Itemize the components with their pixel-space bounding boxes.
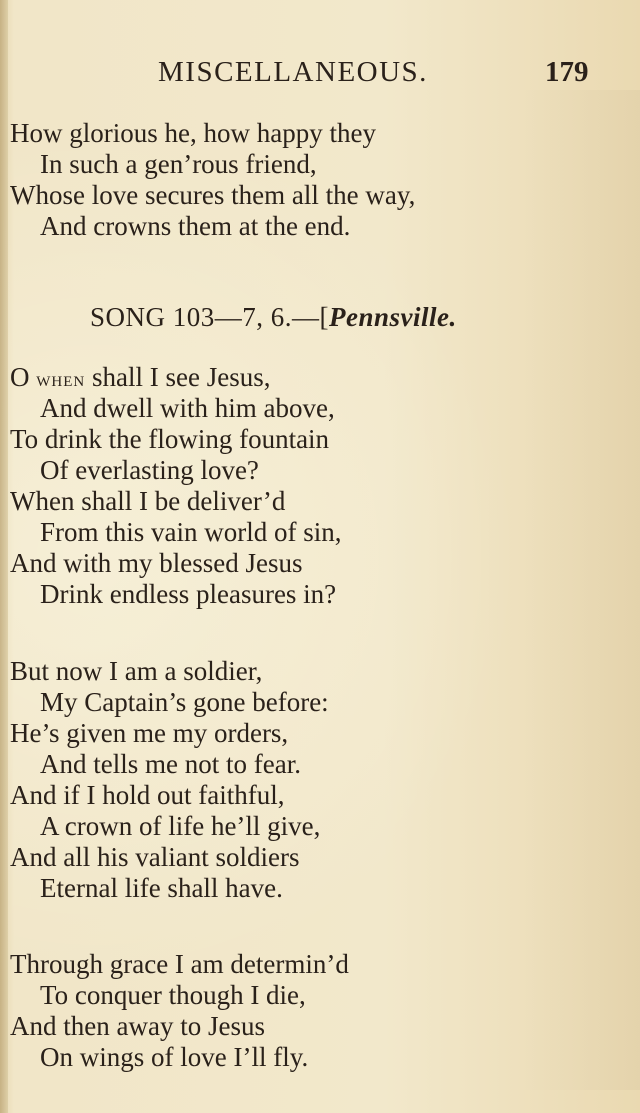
page-spine-shadow: [0, 0, 8, 1113]
first-word: O: [10, 362, 30, 392]
page-number: 179: [545, 56, 589, 88]
verse-line: In such a gen’rous friend,: [40, 149, 317, 179]
verse-line: He’s given me my orders,: [10, 718, 289, 748]
stanza-2: [10, 656, 610, 904]
song-heading: [90, 302, 457, 333]
verse-line: Eternal life shall have.: [40, 873, 283, 903]
verse-line: [10, 362, 610, 393]
verse-line: And with my blessed Jesus: [10, 548, 303, 578]
verse-line: And if I hold out faithful,: [10, 780, 285, 810]
verse-line: On wings of love I’ll fly.: [40, 1042, 309, 1072]
first-line-rest: shall I see Jesus,: [85, 362, 271, 392]
verse-line: And then away to Jesus: [10, 1011, 265, 1041]
tune-name: Pennsville.: [329, 302, 457, 332]
stanza-3: [10, 949, 610, 1073]
verse-line: When shall I be deliver’d: [10, 486, 286, 516]
verse-line: How glorious he, how happy they: [10, 118, 376, 148]
verse-line: To drink the flowing fountain: [10, 424, 330, 454]
previous-stanza: [10, 118, 610, 242]
verse-line: And crowns them at the end.: [40, 211, 351, 241]
verse-line: And tells me not to fear.: [40, 749, 301, 779]
verse-line: My Captain’s gone before:: [40, 687, 329, 717]
running-title: MISCELLANEOUS.: [158, 56, 428, 88]
song-number-meter: SONG 103—7, 6.—[: [90, 302, 330, 332]
verse-line: From this vain world of sin,: [40, 517, 342, 547]
first-word-smallcaps: when: [36, 367, 86, 391]
verse-line: And dwell with him above,: [40, 393, 335, 423]
page-header: [0, 50, 640, 90]
verse-line: Of everlasting love?: [40, 455, 259, 485]
stanza-1: [10, 362, 610, 610]
verse-line: And all his valiant soldiers: [10, 842, 300, 872]
verse-line: Whose love secures them all the way,: [10, 180, 416, 210]
verse-line: To conquer though I die,: [40, 980, 306, 1010]
verse-line: Drink endless pleasures in?: [40, 579, 337, 609]
verse-line: A crown of life he’ll give,: [40, 811, 321, 841]
verse-line: Through grace I am determin’d: [10, 949, 349, 979]
verse-line: But now I am a soldier,: [10, 656, 263, 686]
